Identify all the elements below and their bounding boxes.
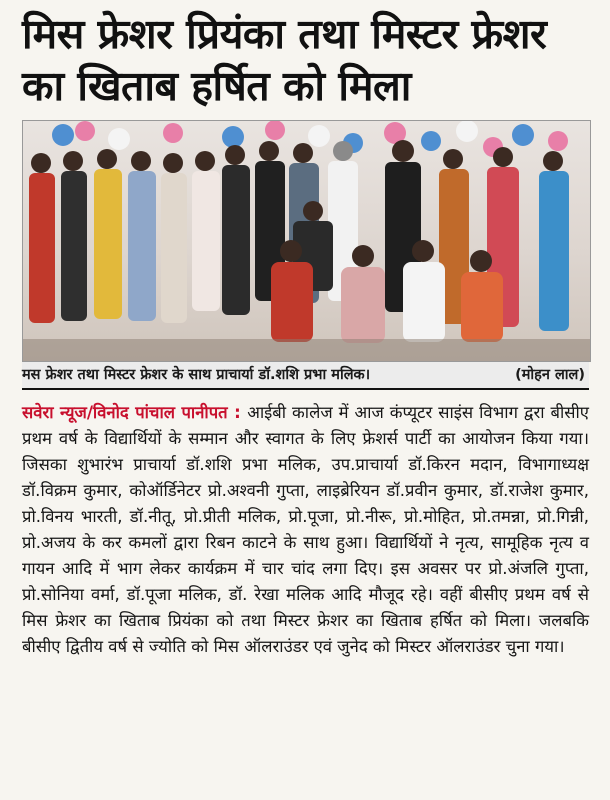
group-photo-illustration: [23, 121, 590, 361]
photo-caption: [22, 362, 589, 390]
article-text: आईबी कालेज में आज कंप्यूटर साइंस विभाग द्वरा बीसीए प्रथम वर्ष के विद्यार्थियों के सम्मान और स्वागत के लिए फ्रेशर्स पार्टी का आयोजन किया गया। जिसका शुभारंभ प्राचार्या डॉ.शशि प्रभा मलिक, उप.प्राचार्या डॉ.किरन मदान, विभागाध्यक्ष डॉ.विक्रम कुमार, कोऑर्डिनेटर प्रो.अश्वनी गुप्ता, लाइब्रेरियन डॉ.प्रवीन कुमार, डॉ.राजेश कुमार, प्रो.विनय भारती, डॉ.नीतू, प्रो.प्रीती मलिक, प्रो.पूजा, प्रो.नीरू, प्रो.मोहित, प्रो.तमन्ना, प्रो.गिन्नी, प्रो.अजय के कर कमलों द्वारा रिबन काटने के साथ हुआ। विद्यार्थियों ने नृत्य, सामूहिक नृत्य व गायन आदि में भाग लेकर कार्यक्रम में चार चांद लगा दिए। इस अवसर पर प्रो.अंजलि गुप्ता, प्रो.सोनिया वर्मा, डॉ.पूजा मलिक, डॉ. रेखा मलिक आदि मौजूद रहे। वहीं बीसीए प्रथम वर्ष से मिस फ्रेशर का खिताब प्रियंका को तथा मिस्टर फ्रेशर का खिताब हर्षित को मिला। जलबकि बीसीए द्वितीय वर्ष से ज्योति को मिस ऑलराउंडर एवं जुनेद को मिस्टर ऑलराउंडर चुना गया।: [22, 403, 589, 656]
article-byline: सवेरा न्यूज/विनोद पांचाल पानीपत :: [22, 403, 248, 422]
headline: मिस फ्रेशर प्रियंका तथा मिस्टर फ्रेशर का खिताब हर्षित को मिला: [22, 10, 547, 110]
article-body: [22, 400, 589, 660]
news-photo: [22, 120, 591, 362]
photo-credit: (मोहन लाल): [515, 367, 585, 383]
caption-text: मस फ्रेशर तथा मिस्टर फ्रेशर के साथ प्राचार्या डॉ.शशि प्रभा मलिक।: [22, 367, 371, 383]
